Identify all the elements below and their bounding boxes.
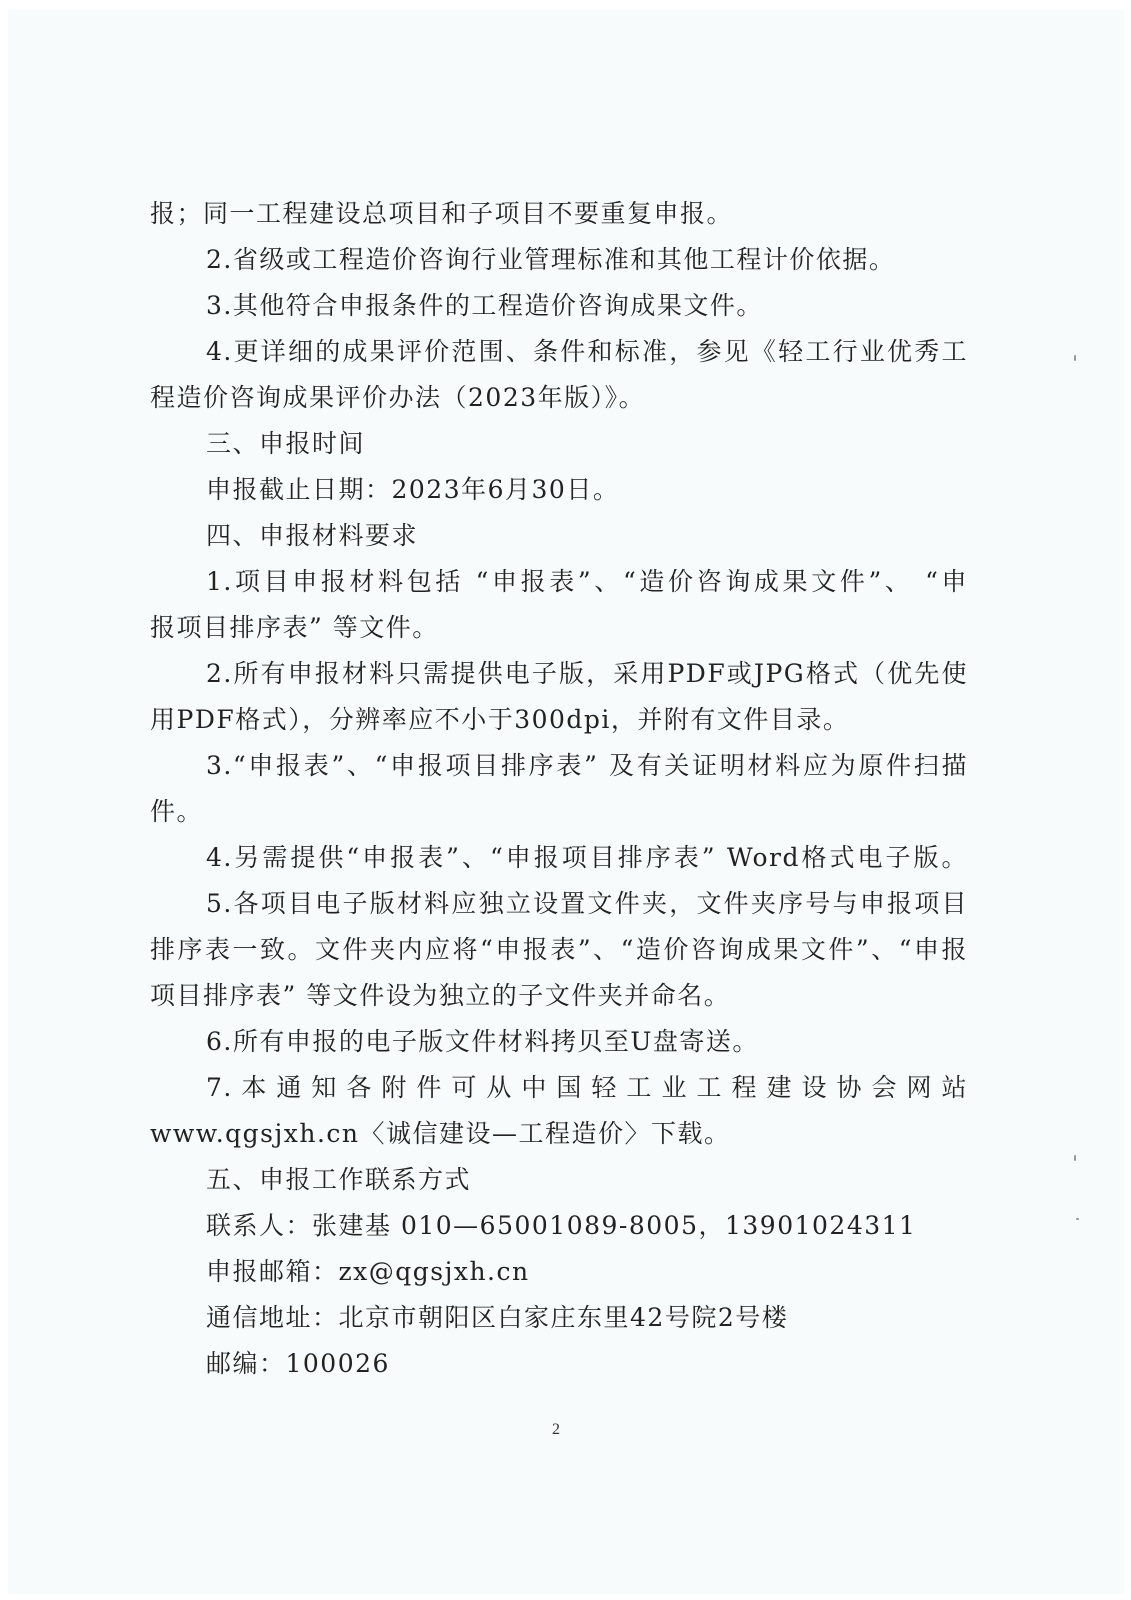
materials-item-1: 1.项目申报材料包括 “申报表”、“造价咨询成果文件”、 “申 (206, 567, 968, 596)
list-item-2: 2.省级或工程造价咨询行业管理标准和其他工程计价依据。 (206, 245, 896, 274)
scan-artifact (1076, 1218, 1079, 1220)
contact-person: 联系人：张建基 010—65001089-8005，13901024311 (206, 1211, 917, 1240)
list-item-3: 3.其他符合申报条件的工程造价咨询成果文件。 (206, 291, 763, 320)
body-text-line: 件。 (150, 797, 204, 826)
section-heading-contact: 五、申报工作联系方式 (206, 1165, 472, 1194)
page-number: 2 (552, 1421, 560, 1438)
materials-item-4: 4.另需提供“申报表”、“申报项目排序表” Word格式电子版。 (206, 843, 968, 872)
section-heading-materials: 四、申报材料要求 (206, 521, 419, 550)
section-heading-time: 三、申报时间 (206, 429, 366, 458)
scan-artifact (1074, 355, 1076, 361)
website-link-line: www.qgsjxh.cn〈诚信建设—工程造价〉下载。 (150, 1119, 731, 1148)
scan-artifact (1074, 1155, 1076, 1161)
materials-item-3: 3.“申报表”、“申报项目排序表” 及有关证明材料应为原件扫描 (206, 751, 968, 780)
contact-email: 申报邮箱：zx@qgsjxh.cn (206, 1257, 530, 1286)
contact-postcode: 邮编：100026 (206, 1349, 390, 1378)
body-text-line: 用PDF格式），分辨率应不小于300dpi，并附有文件目录。 (150, 705, 850, 734)
materials-item-5: 5.各项目电子版材料应独立设置文件夹，文件夹序号与申报项目 (206, 889, 968, 918)
materials-item-7: 7.本通知各附件可从中国轻工业工程建设协会网站 (206, 1073, 968, 1102)
deadline-text: 申报截止日期：2023年6月30日。 (206, 475, 620, 504)
materials-item-6: 6.所有申报的电子版文件材料拷贝至U盘寄送。 (206, 1027, 759, 1056)
body-text-line: 项目排序表” 等文件设为独立的子文件夹并命名。 (150, 981, 731, 1010)
contact-address: 通信地址：北京市朝阳区白家庄东里42号院2号楼 (206, 1303, 789, 1332)
materials-item-2: 2.所有申报材料只需提供电子版，采用PDF或JPG格式（优先使 (206, 659, 968, 688)
body-text-line: 报；同一工程建设总项目和子项目不要重复申报。 (150, 199, 734, 228)
body-text-line: 排序表一致。文件夹内应将“申报表”、“造价咨询成果文件”、“申报 (150, 935, 968, 964)
list-item-4: 4.更详细的成果评价范围、条件和标准，参见《轻工行业优秀工 (206, 337, 968, 366)
body-text-line: 报项目排序表” 等文件。 (150, 613, 439, 642)
body-text-line: 程造价咨询成果评价办法（2023年版）》。 (150, 383, 646, 412)
